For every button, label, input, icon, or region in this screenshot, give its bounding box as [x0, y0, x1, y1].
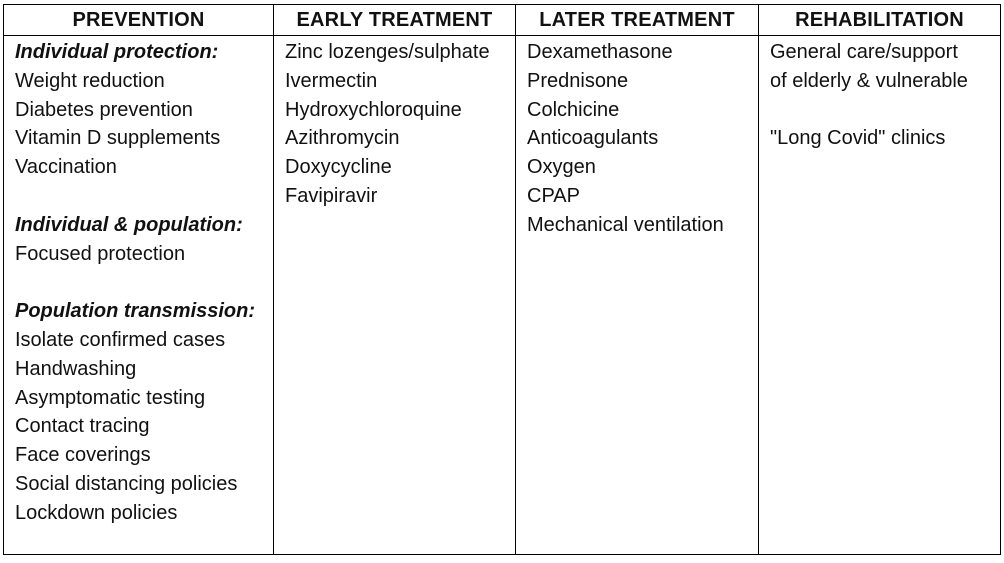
header-row	[4, 5, 1001, 36]
list-item: Ivermectin	[285, 69, 378, 92]
list-item: Azithromycin	[285, 127, 400, 150]
header-prevention: PREVENTION	[4, 5, 274, 36]
spacer	[15, 268, 273, 297]
list-item: Prednisone	[527, 69, 629, 92]
list-item: General care/support	[770, 41, 958, 63]
spacer	[15, 182, 273, 211]
list-item: Dexamethasone	[527, 41, 673, 63]
individual-population-heading: Individual & population:	[15, 213, 243, 236]
individual-protection-heading: Individual protection:	[15, 41, 219, 63]
prevention-cell	[4, 36, 274, 555]
list-item: of elderly & vulnerable	[770, 69, 968, 92]
list-item: CPAP	[527, 184, 580, 207]
header-early-treatment: EARLY TREATMENT	[274, 5, 516, 36]
list-item: Contact tracing	[15, 415, 150, 438]
covid-measures-table	[3, 4, 1000, 555]
list-item: Vitamin D supplements	[15, 127, 221, 150]
header-rehabilitation: REHABILITATION	[759, 5, 1001, 36]
content-row	[4, 36, 1001, 555]
early-treatment-cell	[274, 36, 516, 555]
list-item: Colchicine	[527, 98, 620, 121]
list-item: Weight reduction	[15, 69, 165, 92]
header-later-treatment: LATER TREATMENT	[516, 5, 759, 36]
list-item: Handwashing	[15, 357, 137, 380]
list-item: Favipiravir	[285, 184, 378, 207]
population-transmission-heading: Population transmission:	[15, 300, 256, 323]
list-item: Anticoagulants	[527, 127, 659, 150]
spacer	[770, 96, 1000, 125]
list-item: Mechanical ventilation	[527, 213, 724, 236]
list-item: Diabetes prevention	[15, 98, 193, 121]
list-item: Zinc lozenges/sulphate	[285, 41, 490, 63]
list-item: Vaccination	[15, 156, 117, 179]
list-item: "Long Covid" clinics	[770, 127, 946, 150]
later-treatment-cell	[516, 36, 759, 555]
list-item: Face coverings	[15, 444, 151, 467]
list-item: Isolate confirmed cases	[15, 328, 226, 351]
list-item: Social distancing policies	[15, 472, 238, 495]
list-item: Oxygen	[527, 156, 596, 179]
list-item: Focused protection	[15, 242, 186, 265]
list-item: Lockdown policies	[15, 501, 178, 524]
rehabilitation-cell	[759, 36, 1001, 555]
measures-grid	[3, 4, 1001, 555]
list-item: Doxycycline	[285, 156, 392, 179]
list-item: Asymptomatic testing	[15, 386, 206, 409]
list-item: Hydroxychloroquine	[285, 98, 462, 121]
